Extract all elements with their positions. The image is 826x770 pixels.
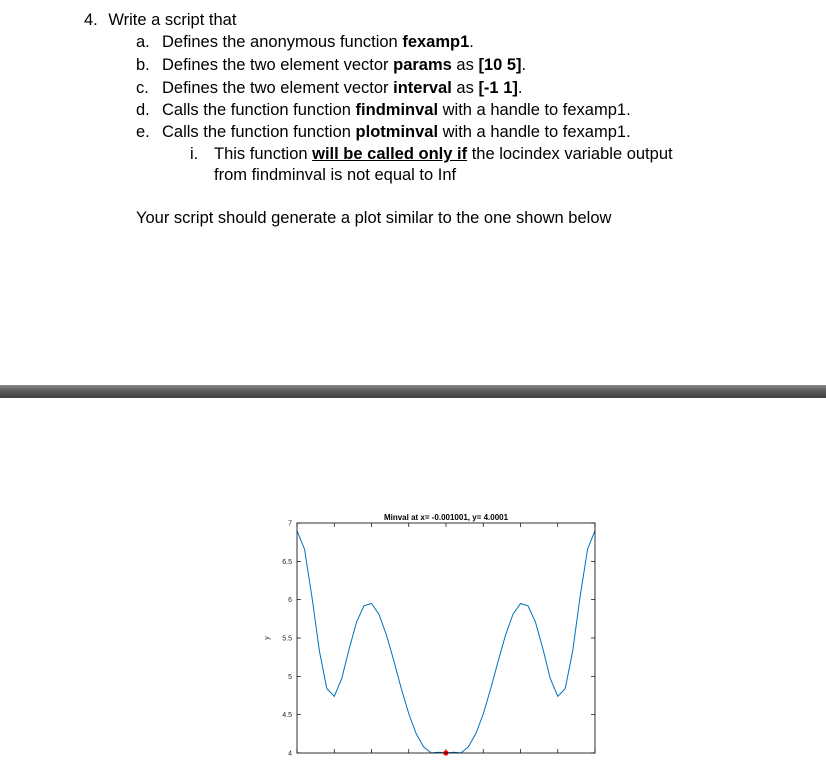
item-marker: i. (190, 145, 199, 163)
y-tick-labels (282, 521, 292, 758)
item-bold: plotminval (355, 123, 439, 141)
plot-title: Minval at x= -0.001001, y= 4.0001 (383, 513, 509, 522)
item-marker: c. (136, 79, 149, 97)
y-tick-label: 6 (288, 597, 292, 605)
y-tick-label: 5.5 (282, 635, 292, 643)
question-lead: Write a script that (108, 11, 237, 29)
item-bold: [-1 1] (478, 79, 518, 97)
item-bold: fexamp1 (402, 33, 470, 51)
item-text: . (521, 56, 527, 74)
item-marker: b. (136, 56, 150, 74)
item-text: This function (214, 145, 313, 163)
item-text: the locindex variable output (467, 145, 673, 163)
item-text: Calls the function function (162, 101, 356, 119)
item-bold: params (393, 56, 452, 74)
instruction-label: Your script should generate a plot similar to the one shown below (136, 209, 612, 227)
item-bold: findminval (355, 101, 439, 119)
plot-svg (250, 505, 610, 765)
y-tick-label: 6.5 (282, 558, 292, 566)
item-text: with a handle to fexamp1. (438, 123, 631, 141)
y-axis-label: y (264, 636, 271, 640)
item-underlined: will be called only if (312, 145, 468, 163)
section-divider (0, 385, 826, 398)
item-text: Defines the anonymous function (162, 33, 403, 51)
item-bold: [10 5] (478, 56, 522, 74)
question-number: 4. (84, 11, 98, 29)
item-marker: d. (136, 101, 150, 119)
item-text: Calls the function function (162, 123, 356, 141)
item-marker: a. (136, 33, 150, 51)
item-text: with a handle to fexamp1. (438, 101, 631, 119)
y-tick-label: 4 (288, 750, 292, 758)
item-bold: interval (393, 79, 452, 97)
item-text: Defines the two element vector (162, 79, 394, 97)
item-text: Defines the two element vector (162, 56, 394, 74)
plot-axes-box (297, 523, 595, 753)
instruction-text (136, 208, 611, 228)
plot-figure (250, 505, 610, 765)
function-curve (297, 531, 595, 753)
y-tick-label: 7 (288, 520, 292, 528)
item-text: from findminval is not equal to Inf (214, 166, 457, 184)
y-tick-label: 5 (288, 673, 292, 681)
y-tick-label: 4.5 (282, 712, 292, 720)
item-text: . (469, 33, 474, 51)
item-marker: e. (136, 123, 150, 141)
question-header (84, 10, 236, 30)
sub-item-i-continued (214, 165, 456, 185)
item-text: . (517, 79, 523, 97)
item-text: as (451, 56, 479, 74)
axis-ticks (297, 523, 595, 753)
item-text: as (451, 79, 479, 97)
